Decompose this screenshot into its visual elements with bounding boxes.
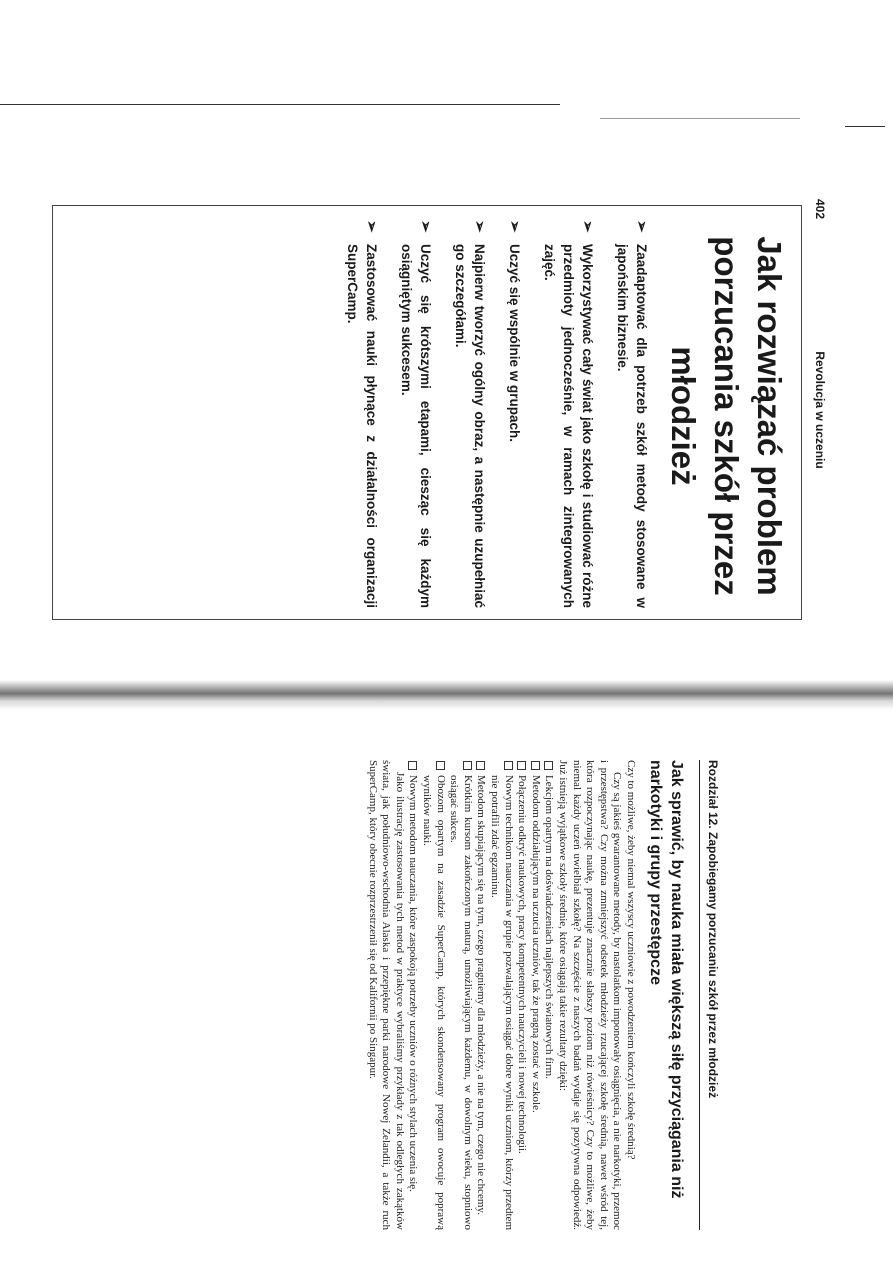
top-page xyxy=(70,195,830,635)
list-item: ➢ Zaadaptować dla potrzeb szkół metody stosowane w japońskim biznesie. xyxy=(615,220,650,608)
checkbox-bullet-icon xyxy=(436,761,445,770)
body-text xyxy=(365,760,637,1230)
triangle-bullet-icon: ➢ xyxy=(633,220,650,233)
running-header: Revolucja w uczeniu xyxy=(813,351,827,469)
scan-edge-line-right xyxy=(600,118,800,119)
list-item: ➢ Uczyć się krótszymi etapami, ciesząc się każdym osiągniętym sukcesem. xyxy=(399,220,434,608)
checkbox-bullet-icon xyxy=(531,761,540,770)
list-item: ➢ Zastosować nauki płynące z działalności organizacji SuperCamp. xyxy=(345,220,380,608)
list-item: ➢ Najpierw tworzyć ogólny obraz, a następnie uzupełniać go szczegółami. xyxy=(453,220,488,608)
checkbox-bullet-icon xyxy=(409,761,418,770)
checkbox-bullet-icon xyxy=(517,761,526,770)
scan-edge-line-far xyxy=(845,126,885,127)
list-item: Połączeniu odkryć naukowych, pracy kompetentnych nauczycieli i nowej technologii. xyxy=(515,760,529,1230)
list-item: Krótkim kursom zakończonym maturą, umożliwiającym każdemu, w dowolnym wieku, stopniowo osiągać sukces. xyxy=(447,760,474,1230)
page-number: 402 xyxy=(813,199,827,220)
summary-list xyxy=(327,218,651,608)
scan-edge-line xyxy=(0,104,560,105)
list-item: Lekcjom opartym na doświadczeniach najlepszych światowych firm. xyxy=(542,760,556,1230)
triangle-bullet-icon: ➢ xyxy=(363,220,380,233)
list-item: Obozom opartym na zasadzie SuperCamp, których skondensowany program owocuje poprawą wyników nauki. xyxy=(420,760,447,1230)
list-item: Metodom oddziałującym na uczucia uczniów, tak że pragną zostać w szkole. xyxy=(528,760,542,1230)
summary-box xyxy=(52,205,802,620)
list-item: Nowym technikom nauczania w grupie pozwalającym osiągać dobre wyniki uczniom, którzy przedtem nie potrafili zdać egzaminu. xyxy=(487,760,514,1230)
paragraph: Czy są jakieś gwarantowane metody, by nastolatkom imponowały osiągnięcia, a nie narkotyki, przemoc i przestępstwa? Czy można zmniejszyć odsetek młodzieży rzucającej szkołę średnią, nawet wśród tej, która rozpoczynając naukę, prezentuje znacznie słabszy poziom niż rówieśnicy? Czy to możliwe, żeby niemal każdy uczeń uwielbiał szkołę? Na szczęście z naszych badań wydaje się pozytywna odpowiedź. Już istnieją wyjątkowe szkoły średnie, które osiągają takie rezultaty dzięki: xyxy=(557,760,624,1230)
triangle-bullet-icon: ➢ xyxy=(579,220,596,233)
checkbox-bullet-icon xyxy=(504,761,513,770)
checkbox-bullet-icon xyxy=(463,761,472,770)
chapter-header: Rozdział 12. Zapobiegamy porzucaniu szkół przez młodzież xyxy=(699,760,720,1230)
list-item: Metodom skupiającym się na tym, czego pragniemy dla młodzieży, a nie na tym, czego nie chcemy. xyxy=(474,760,488,1230)
box-title: Jak rozwiązać problem porzucania szkół przez młodzież xyxy=(665,236,788,596)
list-item: Nowym metodom nauczania, które zaspokoją potrzeby uczniów o różnych stylach uczenia się. xyxy=(406,760,420,1230)
top-page-header xyxy=(810,195,830,635)
paragraph: Jako ilustrację zastosowania tych metod w praktyce wybraliśmy przykłady z tak odległych zakątków świata, jak południowo-wschodnia Alaska i przepiękne parki narodowe Nowej Zelandii, a także ruch SuperCamp, który obecnie rozprzestrzenił się od Kalifornii po Singapur. xyxy=(366,760,406,1230)
triangle-bullet-icon: ➢ xyxy=(417,220,434,233)
list-item: ➢ Wykorzystywać cały świat jako szkołę i studiować różne przedmioty jednocześnie, w ramach zintegrowanych zajęć. xyxy=(542,220,596,608)
triangle-bullet-icon: ➢ xyxy=(506,220,523,233)
methods-list xyxy=(406,760,556,1230)
page-fold-shadow xyxy=(0,680,893,710)
list-item: ➢ Uczyć się wspólnie w grupach. xyxy=(506,220,523,443)
triangle-bullet-icon: ➢ xyxy=(471,220,488,233)
paragraph: Czy to możliwe, żeby niemal wszyscy uczniowie z powodzeniem kończyli szkołę średnią? xyxy=(625,760,637,1160)
section-title: Jak sprawić, by nauka miała większą siłę przyciągania niż narkotyki i grupy przestępcze xyxy=(647,760,685,1199)
checkbox-bullet-icon xyxy=(476,761,485,770)
checkbox-bullet-icon xyxy=(544,761,553,770)
bottom-page xyxy=(70,760,720,1230)
